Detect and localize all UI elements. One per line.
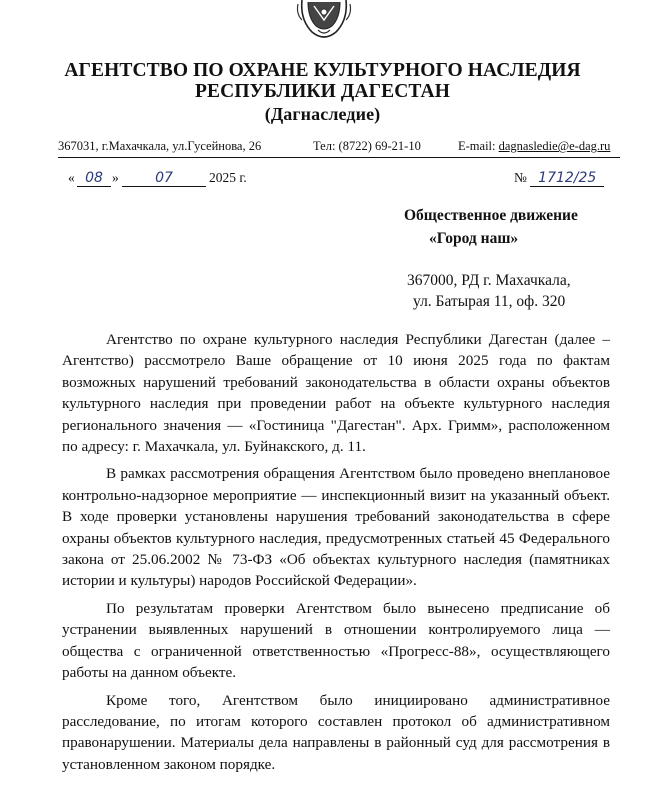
date-day-field [77, 170, 111, 187]
agency-title-line2: РЕСПУБЛИКИ ДАГЕСТАН [195, 81, 450, 102]
date-year: 2025 г. [209, 170, 247, 185]
date-month: 07 [155, 170, 173, 186]
coat-of-arms-emblem-icon [294, 0, 354, 42]
agency-phone: Тел: (8722) 69-21-10 [313, 139, 421, 153]
recipient-address-line2: ул. Батырая 11, оф. 320 [413, 293, 566, 310]
date-close-quote: » [112, 170, 119, 185]
agency-short-name: (Дагнаследие) [264, 104, 381, 124]
date-day: 08 [85, 170, 103, 186]
document-number [514, 170, 604, 187]
agency-email-block [458, 139, 610, 154]
email-link[interactable]: dagnasledie@e-dag.ru [498, 139, 611, 153]
body-paragraph: По результатам проверки Агентством было вынесено предписание об устранении выявленных нарушений в отношении контролируемого лица — общества с ограниченной ответственностью «Прогресс-88», осуществляющего работы на данном объекте. [62, 599, 610, 682]
recipient-name-line2: «Город наш» [429, 230, 519, 247]
body-paragraph: В рамках рассмотрения обращения Агентством было проведено внеплановое контрольно-надзорное мероприятие — инспекционный визит на указанный объект. В ходе проверки установлены нарушения требований законодательства в сфере охраны объектов культурного наследия, предусмотренных статьей 45 Федерального закона от 25.06.2002 № 73-ФЗ «Об объектах культурного наследия (памятниках истории и культуры) народов Российской Федерации». [62, 465, 610, 590]
doc-number-field [530, 170, 604, 187]
doc-number-label: № [514, 170, 527, 185]
agency-title-line1: АГЕНТСТВО ПО ОХРАНЕ КУЛЬТУРНОГО НАСЛЕДИЯ [64, 60, 581, 81]
agency-address: 367031, г.Махачкала, ул.Гусейнова, 26 [58, 139, 262, 153]
date-month-field [122, 170, 206, 187]
header-divider [58, 157, 620, 158]
doc-number-value: 1712/25 [538, 170, 597, 186]
email-label: E-mail: [458, 139, 496, 153]
date-open-quote: « [68, 170, 75, 185]
recipient-name-line1: Общественное движение [404, 207, 578, 224]
body-paragraph: Агентство по охране культурного наследия Республики Дагестан (далее – Агентство) рассмотрело Ваше обращение от 10 июня 2025 года по фактам возможных нарушений требований законодательства в области охраны объектов культурного наследия при проведении работ на объекте культурного наследия регионального значения — «Гостиница "Дагестан". Арх. Гримм», расположенном по адресу: г. Махачкала, ул. Буйнакского, д. 11. [62, 331, 610, 456]
letter-body [62, 329, 610, 781]
recipient-address-line1: 367000, РД г. Махачкала, [407, 272, 571, 289]
body-paragraph: Кроме того, Агентством было инициировано административное расследование, по итогам которого составлен протокол об административном правонарушении. Материалы дела направлены в районный суд для рассмотрения в установленном законом порядке. [62, 691, 610, 773]
